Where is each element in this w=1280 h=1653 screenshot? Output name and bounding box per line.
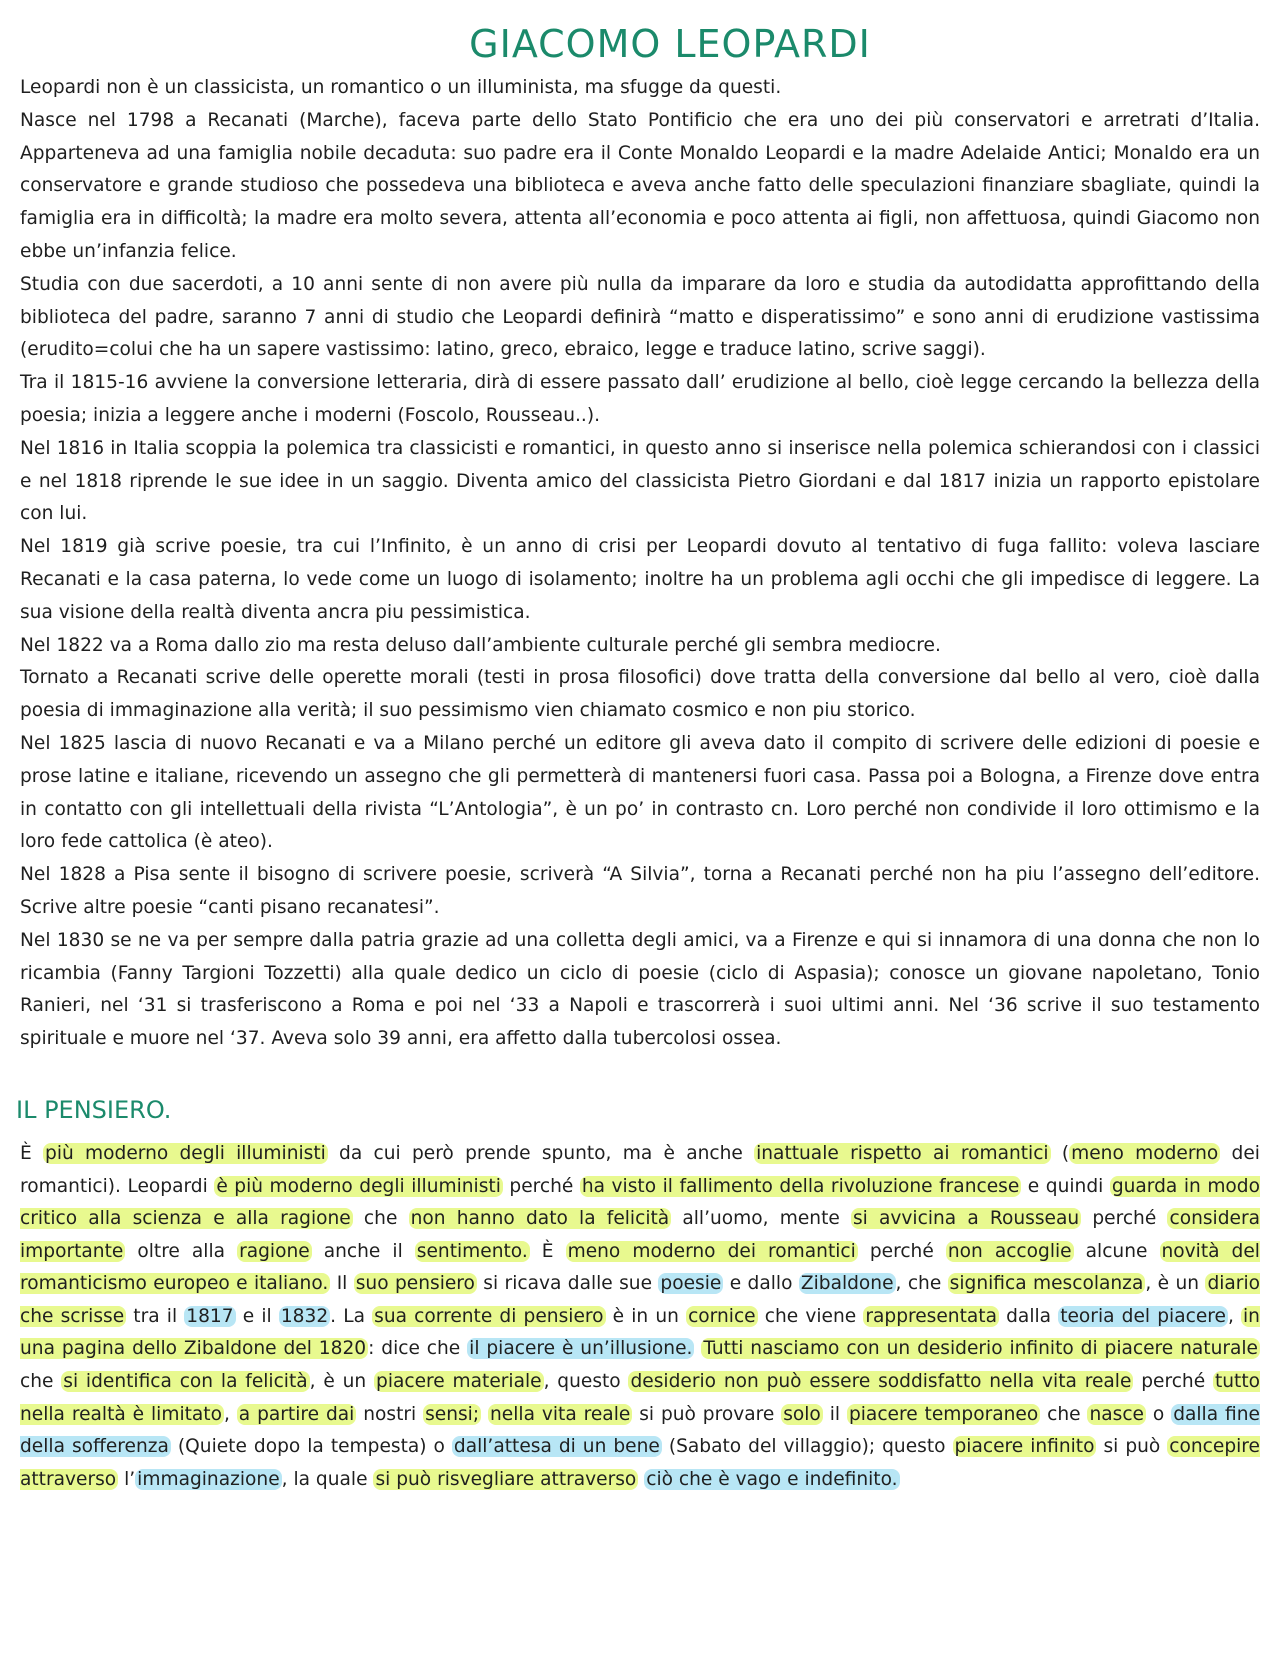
bio-paragraph: Studia con due sacerdoti, a 10 anni sente di non avere più nulla da imparare da loro e studia da autodidatta approfittando della biblioteca del padre, saranno 7 anni di studio che Leopardi definirà “matto e disperatissimo” e sono anni di erudizione vastissima (erudito=colui che ha un sapere vastissimo: latino, greco, ebraico, legge e traduce latino, scrive saggi). xyxy=(20,273,1260,361)
pensiero-paragraph xyxy=(20,1138,1260,1497)
highlight-yellow: solo xyxy=(783,1403,821,1425)
text-run: È xyxy=(20,1142,44,1164)
text-run: perché xyxy=(1133,1371,1213,1393)
highlight-yellow: è più moderno degli illuministi xyxy=(216,1175,501,1197)
highlight-yellow: nasce xyxy=(1089,1403,1144,1425)
highlight-yellow: ha visto il fallimento della rivoluzione francese xyxy=(581,1175,1020,1197)
highlight-yellow: concepire attraverso xyxy=(20,1436,1260,1490)
highlight-yellow: rappresentata xyxy=(865,1305,997,1327)
text-run: dalla xyxy=(998,1305,1059,1327)
highlight-blue: dalla fine della sofferenza xyxy=(20,1403,1260,1458)
text-run: nostri xyxy=(356,1403,424,1425)
highlight-yellow: si avvicina a Rousseau xyxy=(853,1208,1080,1230)
bio-paragraph: Nel 1816 in Italia scoppia la polemica tra classicisti e romantici, in questo anno si inserisce nella polemica schierandosi con i classici e nel 1818 riprende le sue idee in un saggio. Diventa amico del classicista Pietro Giordani e dal 1817 inizia un rapporto epistolare con lui. xyxy=(20,437,1260,525)
highlight-yellow: a partire dai xyxy=(238,1403,355,1425)
highlight-blue: 1817 xyxy=(186,1305,234,1327)
highlight-blue: ciò che è vago e indefinito. xyxy=(646,1468,898,1490)
bio-paragraph: Tra il 1815-16 avviene la conversione letteraria, dirà di essere passato dall’ erudizione al bello, cioè legge cercando la bellezza della poesia; inizia a leggere anche i moderni (Foscolo, Rousseau..). xyxy=(20,372,1260,426)
text-run: perché xyxy=(857,1240,946,1262)
biography-section xyxy=(20,72,1260,1056)
text-run: . La xyxy=(330,1305,373,1327)
bio-paragraph: Nel 1828 a Pisa sente il bisogno di scrivere poesie, scriverà “A Silvia”, torna a Recanati perché non ha piu l’assegno dell’editore. Scrive altre poesie “canti pisano recanatesi”. xyxy=(20,864,1260,918)
text-run: l’ xyxy=(118,1468,136,1490)
document-page xyxy=(16,22,1260,1496)
highlight-yellow: piacere temporaneo xyxy=(848,1403,1039,1425)
highlight-yellow: meno moderno dei romantici xyxy=(567,1240,856,1262)
text-run: , questo xyxy=(543,1371,629,1393)
text-run: , xyxy=(223,1403,237,1425)
text-run: che xyxy=(352,1208,409,1230)
highlight-yellow: più moderno degli illuministi xyxy=(45,1142,326,1164)
highlight-yellow: in una pagina dello Zibaldone del 1820 xyxy=(20,1305,1260,1360)
highlight-yellow: non accoglie xyxy=(947,1240,1072,1262)
text-run: si può xyxy=(1096,1436,1168,1458)
bio-paragraph: Leopardi non è un classicista, un romantico o un illuminista, ma sfugge da questi. xyxy=(20,77,782,98)
text-run: e il xyxy=(235,1305,279,1327)
text-run: oltre alla xyxy=(125,1240,238,1262)
highlight-yellow: non hanno dato la felicità xyxy=(410,1208,670,1230)
text-run: (Quiete dopo la tempesta) o xyxy=(170,1436,452,1458)
highlight-yellow: ragione xyxy=(239,1240,310,1262)
text-run: ( xyxy=(1050,1142,1070,1164)
highlight-yellow: sensi; xyxy=(425,1403,480,1425)
highlight-yellow: si può risvegliare attraverso xyxy=(375,1468,637,1490)
highlight-yellow: diario che scrisse xyxy=(20,1273,1260,1327)
highlight-yellow: piacere materiale xyxy=(376,1371,542,1393)
bio-paragraph: Nel 1825 lascia di nuovo Recanati e va a Milano perché un editore gli aveva dato il compito di scrivere delle edizioni di poesie e prose latine e italiane, ricevendo un assegno che gli permetterà di mantenersi fuori casa. Passa poi a Bologna, a Firenze dove entra in contatto con gli intellettuali della rivista “L’Antologia”, è un po’ in contrasto cn. Loro perché non condivide il loro ottimismo e la loro fede cattolica (è ateo). xyxy=(20,732,1260,853)
highlight-yellow: suo pensiero xyxy=(355,1273,475,1295)
highlight-blue: Zibaldone xyxy=(800,1273,894,1295)
text-run: da cui però prende spunto, ma è anche xyxy=(327,1142,755,1164)
text-run: perché xyxy=(502,1175,580,1197)
text-run: alcune xyxy=(1073,1240,1160,1262)
text-run: , che xyxy=(895,1273,948,1295)
text-run: tra il xyxy=(126,1305,185,1327)
highlight-yellow: considera importante xyxy=(20,1208,1260,1262)
highlight-yellow: piacere infinito xyxy=(954,1436,1095,1458)
text-run: È xyxy=(529,1240,566,1262)
text-run: all’uomo, mente xyxy=(671,1208,851,1230)
text-run: : dice che xyxy=(368,1338,468,1360)
bio-paragraph: Nel 1830 se ne va per sempre dalla patria grazie ad una colletta degli amici, va a Firenze e qui si innamora di una donna che non lo ricambia (Fanny Targioni Tozzetti) alla quale dedico un ciclo di poesie (ciclo di Aspasia); conosce un giovane napoletano, Tonio Ranieri, nel ‘31 si trasferiscono a Roma e poi nel ‘33 a Napoli e trascorrerà i suoi ultimi anni. Nel ‘36 scrive il suo testamento spirituale e muore nel ‘37. Aveva solo 39 anni, era affetto dalla tubercolosi ossea. xyxy=(20,929,1260,1050)
bio-paragraph: Nel 1819 già scrive poesie, tra cui l’Infinito, è un anno di crisi per Leopardi dovuto al tentativo di fuga fallito: voleva lasciare Recanati e la casa paterna, lo vede come un luogo di isolamento; inoltre ha un problema agli occhi che gli impedisce di leggere. La sua visione della realtà diventa ancra piu pessimistica. xyxy=(20,536,1260,623)
highlight-yellow: inattuale rispetto ai romantici xyxy=(756,1142,1049,1164)
text-run: si ricava dalle sue xyxy=(476,1273,659,1295)
text-run: , xyxy=(1227,1305,1242,1327)
highlight-blue: immaginazione xyxy=(137,1468,280,1490)
text-run: perché xyxy=(1081,1208,1168,1230)
text-run: si può provare xyxy=(632,1403,782,1425)
text-run xyxy=(481,1404,488,1425)
highlight-yellow: meno moderno xyxy=(1071,1142,1219,1164)
highlight-blue: poesie xyxy=(660,1273,722,1295)
bio-paragraph: Tornato a Recanati scrive delle operette morali (testi in prosa filosofici) dove tratta della conversione dal bello al vero, cioè dalla poesia di immaginazione alla verità; il suo pessimismo vien chiamato cosmico e non piu storico. xyxy=(20,667,1260,722)
text-run: il xyxy=(822,1403,847,1425)
highlight-yellow: novità del romanticismo europeo e italiano. xyxy=(20,1240,1260,1295)
highlight-yellow: significa mescolanza xyxy=(949,1273,1144,1295)
highlight-yellow: guarda in modo critico alla scienza e alla ragione xyxy=(20,1175,1260,1230)
highlight-yellow: sentimento. xyxy=(416,1240,528,1262)
bio-paragraph: Nel 1822 va a Roma dallo zio ma resta deluso dall’ambiente culturale perché gli sembra mediocre. xyxy=(20,634,941,656)
text-run: anche il xyxy=(311,1240,415,1262)
text-run: che xyxy=(20,1371,62,1393)
highlight-yellow: tutto nella realtà è limitato xyxy=(20,1371,1260,1425)
highlight-blue: 1832 xyxy=(280,1305,329,1327)
text-run: , è un xyxy=(1145,1273,1206,1295)
highlight-yellow: desiderio non può essere soddisfatto nella vita reale xyxy=(630,1371,1132,1393)
text-run: che viene xyxy=(757,1305,864,1327)
bio-paragraph: Nasce nel 1798 a Recanati (Marche), faceva parte dello Stato Pontificio che era uno dei più conservatori e arretrati d’Italia. Apparteneva ad una famiglia nobile decaduta: suo padre era il Conte Monaldo Leopardi e la madre Adelaide Antici; Monaldo era un conservatore e grande studioso che possedeva una biblioteca e aveva anche fatto delle speculazioni finanziare sbagliate, quindi la famiglia era in difficoltà; la madre era molto severa, attenta all’economia e poco attenta ai figli, non affettuosa, quindi Giacomo non ebbe un’infanzia felice. xyxy=(20,109,1260,262)
highlight-yellow: cornice xyxy=(688,1305,756,1327)
text-run: è in un xyxy=(605,1305,687,1327)
highlight-blue: il piacere è un’illusione. xyxy=(469,1338,693,1360)
section-title-pensiero: IL PENSIERO. xyxy=(16,1095,172,1124)
text-run: , è un xyxy=(309,1371,375,1393)
highlight-blue: teoria del piacere xyxy=(1060,1305,1226,1327)
text-run: e dallo xyxy=(723,1273,799,1295)
highlight-yellow: Tutti nasciamo con un desiderio infinito di piacere naturale xyxy=(703,1338,1259,1360)
highlight-yellow: sua corrente di pensiero xyxy=(374,1305,604,1327)
text-run: dei romantici). Leopardi xyxy=(20,1142,1260,1197)
text-run: (Sabato del villaggio); questo xyxy=(661,1436,953,1458)
text-run: o xyxy=(1146,1403,1172,1425)
text-run: che xyxy=(1040,1403,1088,1425)
text-run: e quindi xyxy=(1021,1175,1110,1197)
page-title: GIACOMO LEOPARDI xyxy=(469,22,871,66)
highlight-yellow: nella vita reale xyxy=(490,1403,631,1425)
highlight-yellow: si identifica con la felicità xyxy=(63,1371,308,1393)
text-run: , la quale xyxy=(281,1468,374,1490)
text-run: Il xyxy=(330,1273,354,1295)
highlight-blue: dall’attesa di un bene xyxy=(453,1436,660,1458)
